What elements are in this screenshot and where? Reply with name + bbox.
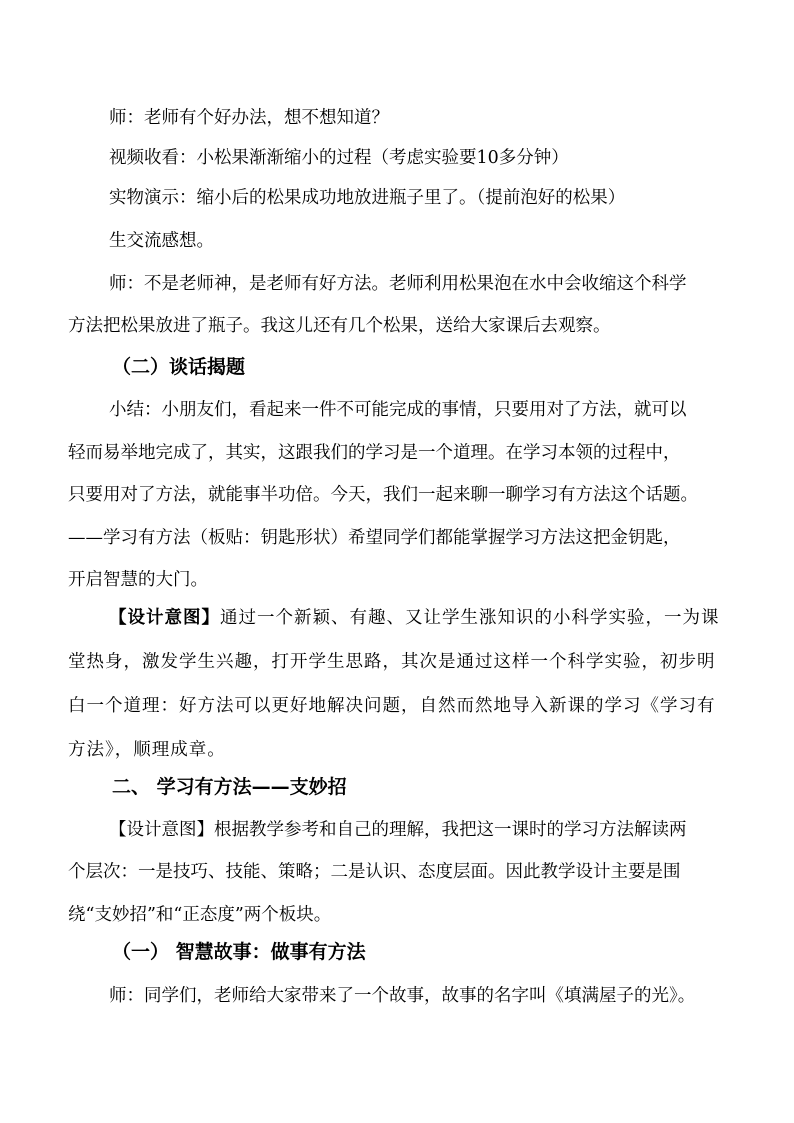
design-intent-label: 【设计意图】 bbox=[109, 608, 220, 628]
summary-line-1: 小结：小朋友们，看起来一件不可能完成的事情，只要用对了方法，就可以 bbox=[109, 400, 687, 420]
design-intent-1-line-4: 方法》，顺理成章。 bbox=[68, 740, 226, 760]
paragraph-exchange: 生交流感想。 bbox=[109, 231, 214, 251]
paragraph-story-intro: 师：同学们，老师给大家带来了一个故事，故事的名字叫《填满屋子的光》。 bbox=[109, 986, 696, 1006]
section-heading-story: （一） 智慧故事：做事有方法 bbox=[112, 941, 366, 963]
paragraph-teacher-method: 师：老师有个好办法，想不想知道？ bbox=[109, 108, 389, 128]
paragraph-teacher-line-2: 方法把松果放进了瓶子。我这儿还有几个松果，送给大家课后去观察。 bbox=[68, 316, 611, 336]
design-intent-1-line-3: 白一个道理：好方法可以更好地解决问题，自然而然地导入新课的学习《学习有 bbox=[68, 696, 716, 716]
design-intent-2-line-3: 绕“支妙招”和“正态度”两个板块。 bbox=[68, 905, 332, 925]
summary-line-4: ——学习有方法（板贴：钥匙形状）希望同学们都能掌握学习方法这把金钥匙， bbox=[68, 528, 681, 548]
summary-line-5: 开启智慧的大门。 bbox=[68, 570, 208, 590]
summary-line-3: 只要用对了方法，就能事半功倍。今天，我们一起来聊一聊学习有方法这个话题。 bbox=[68, 485, 698, 505]
design-intent-text: 通过一个新颖、有趣、又让学生涨知识的小科学实验，一为课 bbox=[220, 608, 720, 628]
section-heading-talk: （二）谈话揭题 bbox=[112, 356, 246, 378]
section-heading-method: 二、 学习有方法——支妙招 bbox=[112, 776, 347, 798]
design-intent-2-line-2: 个层次：一是技巧、技能、策略；二是认识、态度层面。因此教学设计主要是围 bbox=[68, 862, 681, 882]
design-intent-1-line-1 bbox=[109, 606, 720, 630]
design-intent-1-line-2: 堂热身，激发学生兴趣，打开学生思路，其次是通过这样一个科学实验，初步明 bbox=[68, 652, 716, 672]
summary-line-2: 轻而易举地完成了，其实，这跟我们的学习是一个道理。在学习本领的过程中， bbox=[68, 443, 681, 463]
paragraph-video: 视频收看：小松果渐渐缩小的过程（考虑实验要10多分钟） bbox=[109, 148, 569, 168]
paragraph-demo: 实物演示：缩小后的松果成功地放进瓶子里了。（提前泡好的松果） bbox=[109, 188, 626, 208]
design-intent-2-line-1: 【设计意图】根据教学参考和自己的理解，我把这一课时的学习方法解读两 bbox=[109, 820, 687, 840]
paragraph-teacher-line-1: 师：不是老师神，是老师有好方法。老师利用松果泡在水中会收缩这个科学 bbox=[109, 274, 687, 294]
